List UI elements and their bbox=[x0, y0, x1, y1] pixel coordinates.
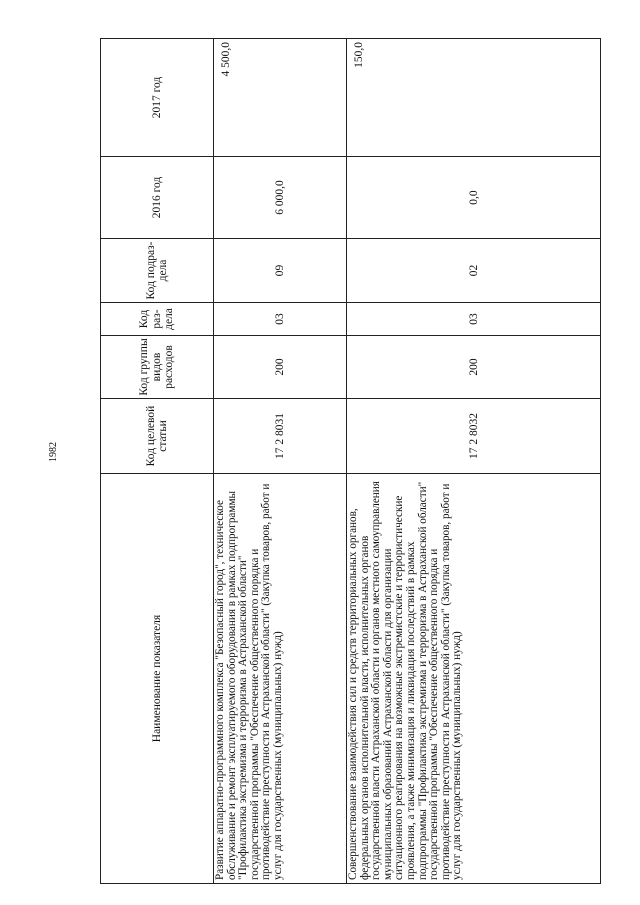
header-expense-type-code: Код группы видов расходов bbox=[101, 336, 214, 399]
header-year-2017: 2017 год bbox=[101, 39, 214, 157]
row-expense-type-code: 200 bbox=[214, 336, 347, 399]
row-year-2017: 150,0 bbox=[347, 39, 601, 157]
row-name: Совершенствование взаимодействия сил и средств территориальных органов, федеральных органов исполнительной власти, исполнительных органов государственной власти Астраханской области и органов местного самоуправления муниципальных образований Астраханской области для организации ситуационного реагирования на возможные экстремистские и террористические проявления, а также минимизация и ликвидация последствий в рамках подпрограммы "Профилактика экстремизма и терроризма в Астраханской области" государственной программы "Обеспечение общественного порядка и противодействие преступности в Астраханской области" (Закупка товаров, работ и услуг для государственных (муниципальных) нужд) bbox=[347, 474, 601, 884]
row-expense-type-code: 200 bbox=[347, 336, 601, 399]
page-number: 1982 bbox=[48, 442, 59, 462]
header-year-2016: 2016 год bbox=[101, 157, 214, 239]
row-year-2017: 4 500,0 bbox=[214, 39, 347, 157]
rotated-table-wrapper bbox=[100, 39, 600, 884]
row-subsection-code: 09 bbox=[214, 239, 347, 303]
row-year-2016: 6 000,0 bbox=[214, 157, 347, 239]
row-name: Развитие аппаратно-программного комплекса "Безопасный город", техническое обслуживание и ремонт эксплуатируемого оборудования в рамках подпрограммы "Профилактика экстремизма и терроризма в Астраханской области" государственной программы "Обеспечение общественного порядка и противодействие преступности в Астраханской области" (Закупка товаров, работ и услуг для государственных (муниципальных) нужд) bbox=[214, 474, 347, 884]
row-section-code: 03 bbox=[347, 303, 601, 336]
header-section-code: Код раз- дела bbox=[101, 303, 214, 336]
row-target-code: 17 2 8032 bbox=[347, 399, 601, 474]
row-section-code: 03 bbox=[214, 303, 347, 336]
row-year-2016: 0,0 bbox=[347, 157, 601, 239]
table-row bbox=[214, 39, 347, 884]
row-target-code: 17 2 8031 bbox=[214, 399, 347, 474]
header-subsection-code: Код подраз- дела bbox=[101, 239, 214, 303]
row-subsection-code: 02 bbox=[347, 239, 601, 303]
table-header-row bbox=[101, 39, 214, 884]
header-target-code: Код целевой статьи bbox=[101, 399, 214, 474]
header-name: Наименование показателя bbox=[101, 474, 214, 884]
budget-table bbox=[100, 38, 601, 884]
table-row bbox=[347, 39, 601, 884]
